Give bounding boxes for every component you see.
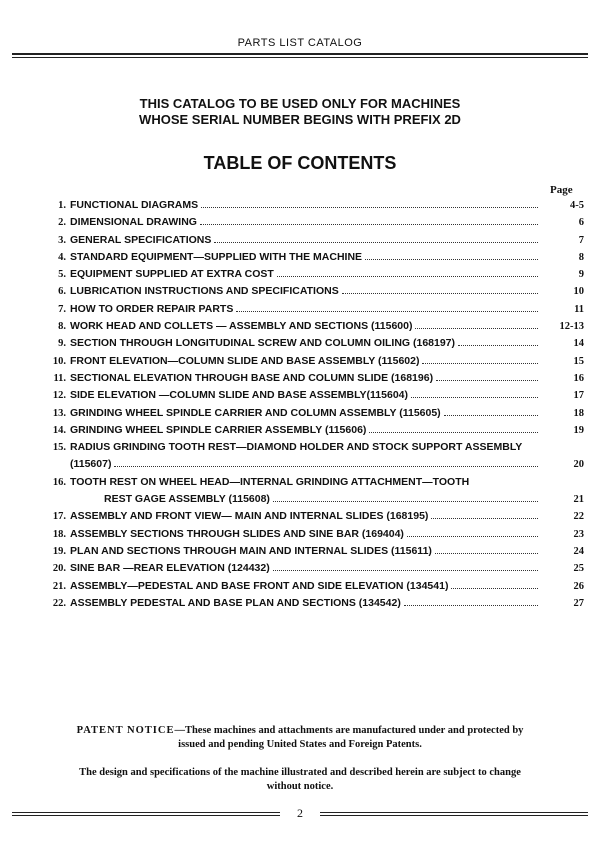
- toc-entry-number: 1.: [58, 200, 66, 211]
- toc-entry-title: SIDE ELEVATION —COLUMN SLIDE AND BASE ASSEMBLY(115604): [70, 389, 409, 402]
- toc-entry: [44, 318, 584, 335]
- toc-entry-title: STANDARD EQUIPMENT—SUPPLIED WITH THE MACHINE: [70, 250, 363, 263]
- patent-notice-line-1: —These machines and attachments are manufactured under and protected by: [174, 725, 524, 736]
- dot-leader: [369, 432, 538, 433]
- toc-entry-page: 25: [573, 563, 584, 575]
- dot-leader: [236, 311, 538, 312]
- toc-entry: [44, 526, 584, 543]
- toc-entry-number: 16.: [52, 476, 66, 488]
- toc-entry-number: 18.: [52, 528, 66, 540]
- dot-leader: [114, 466, 538, 467]
- toc-entry-title: ASSEMBLY AND FRONT VIEW— MAIN AND INTERNAL SLIDES (168195): [70, 510, 429, 523]
- toc-entry: [44, 283, 584, 300]
- toc-entry-page: 17: [573, 390, 584, 402]
- toc-entry-title: LUBRICATION INSTRUCTIONS AND SPECIFICATIONS: [70, 285, 339, 298]
- running-header: PARTS LIST CATALOG: [237, 37, 363, 49]
- toc-entry-number: 14.: [52, 424, 66, 436]
- toc-entry-title: FRONT ELEVATION—COLUMN SLIDE AND BASE ASSEMBLY (115602): [70, 354, 420, 367]
- toc-entry-page: 22: [573, 511, 584, 523]
- dot-leader: [436, 380, 538, 381]
- design-notice-line-2: without notice.: [266, 781, 334, 792]
- toc-entry-page: 21: [573, 494, 584, 506]
- toc-entry: [44, 439, 584, 474]
- toc-entry: [44, 214, 584, 231]
- toc-entry: [44, 301, 584, 318]
- toc-entry-title-continued: REST GAGE ASSEMBLY (115608): [104, 493, 270, 506]
- toc-entry-page: 9: [578, 269, 584, 281]
- patent-notice-line-2: issued and pending United States and Foreign Patents.: [178, 739, 422, 750]
- toc-entry-page: 16: [573, 372, 584, 384]
- toc-entry-page: 6: [578, 217, 584, 229]
- toc-entry-number: 13.: [52, 407, 66, 419]
- toc-entry-page: 27: [573, 597, 584, 609]
- dot-leader: [201, 207, 538, 208]
- serial-notice-line-1: THIS CATALOG TO BE USED ONLY FOR MACHINES: [139, 96, 461, 111]
- toc-entry: [44, 387, 584, 404]
- toc-entry: [44, 232, 584, 249]
- toc-entry-page: 24: [573, 545, 584, 557]
- page-number: 2: [285, 806, 315, 821]
- toc-entry: [44, 197, 584, 214]
- toc-entry-number: 12.: [52, 390, 66, 402]
- toc-entry-number: 19.: [52, 545, 66, 557]
- toc-entry: [44, 508, 584, 525]
- dot-leader: [407, 536, 538, 537]
- patent-notice: [0, 724, 600, 752]
- toc-entry-page: 14: [573, 338, 584, 350]
- toc-entry: [44, 560, 584, 577]
- toc-entry: [44, 422, 584, 439]
- footer-rule-left: [12, 812, 280, 813]
- toc-entry: [44, 249, 584, 266]
- toc-entry: [44, 353, 584, 370]
- serial-notice-heading: [0, 96, 600, 128]
- toc-entry-title: ASSEMBLY SECTIONS THROUGH SLIDES AND SINE BAR (169404): [70, 527, 404, 540]
- toc-list: [44, 197, 584, 612]
- dot-leader: [214, 242, 538, 243]
- toc-entry: [44, 335, 584, 352]
- dot-leader: [273, 501, 538, 502]
- toc-entry-title: ASSEMBLY—PEDESTAL AND BASE FRONT AND SIDE ELEVATION (134541): [70, 579, 449, 592]
- toc-entry-page: 19: [573, 424, 584, 436]
- toc-entry-title: EQUIPMENT SUPPLIED AT EXTRA COST: [70, 268, 274, 281]
- toc-entry-number: 20.: [52, 563, 66, 575]
- toc-entry-number: 6.: [58, 286, 66, 298]
- toc-entry-title: DIMENSIONAL DRAWING: [70, 216, 197, 229]
- design-notice: [0, 766, 600, 794]
- toc-entry: [44, 405, 584, 422]
- toc-entry-page: 7: [578, 234, 584, 246]
- dot-leader: [431, 518, 538, 519]
- toc-entry: [44, 370, 584, 387]
- dot-leader: [422, 363, 538, 364]
- dot-leader: [458, 345, 538, 346]
- dot-leader: [273, 570, 538, 571]
- toc-entry-number: 10.: [52, 355, 66, 367]
- page-column-label: Page: [550, 184, 573, 196]
- toc-entry-number: 9.: [58, 338, 66, 350]
- dot-leader: [365, 259, 538, 260]
- header-rule-top: [12, 53, 588, 55]
- toc-entry-page: 10: [573, 286, 584, 298]
- toc-entry-page: 12-13: [559, 321, 584, 333]
- dot-leader: [415, 328, 538, 329]
- toc-entry-title: GRINDING WHEEL SPINDLE CARRIER AND COLUMN ASSEMBLY (115605): [70, 406, 441, 419]
- toc-entry-page: 15: [573, 355, 584, 367]
- toc-entry-title: GENERAL SPECIFICATIONS: [70, 233, 212, 246]
- dot-leader: [277, 276, 538, 277]
- toc-entry-number: 4.: [58, 251, 66, 263]
- toc-entry-page: 20: [573, 459, 584, 471]
- toc-entry-page: 23: [573, 528, 584, 540]
- toc-entry-page: 26: [573, 580, 584, 592]
- toc-entry: [44, 474, 584, 509]
- dot-leader: [451, 588, 538, 589]
- header-rule-bottom: [12, 57, 588, 58]
- toc-entry: [44, 543, 584, 560]
- dot-leader: [411, 397, 538, 398]
- dot-leader: [200, 224, 538, 225]
- toc-entry: [44, 578, 584, 595]
- toc-entry-page: 11: [574, 303, 584, 315]
- footer-rule-left-2: [12, 815, 280, 816]
- toc-entry-number: 22.: [52, 597, 66, 609]
- toc-entry-number: 15.: [52, 442, 66, 454]
- toc-entry-number: 21.: [52, 580, 66, 592]
- toc-entry-title: SECTIONAL ELEVATION THROUGH BASE AND COLUMN SLIDE (168196): [70, 371, 434, 384]
- dot-leader: [435, 553, 538, 554]
- toc-entry-title: SINE BAR —REAR ELEVATION (124432): [70, 562, 270, 575]
- toc-entry-title: GRINDING WHEEL SPINDLE CARRIER ASSEMBLY (115606): [70, 423, 367, 436]
- toc-entry-page: 4-5: [570, 200, 584, 211]
- design-notice-line-1: The design and specifications of the machine illustrated and described herein are subject to change: [79, 767, 521, 778]
- toc-entry-number: 11.: [53, 372, 66, 384]
- toc-entry-number: 2.: [58, 217, 66, 229]
- toc-entry-title: TOOTH REST ON WHEEL HEAD—INTERNAL GRINDING ATTACHMENT—TOOTH: [70, 475, 470, 488]
- dot-leader: [404, 605, 538, 606]
- patent-notice-lead: PATENT NOTICE: [76, 725, 175, 736]
- toc-entry-number: 5.: [58, 269, 66, 281]
- toc-entry: [44, 266, 584, 283]
- toc-entry-title: HOW TO ORDER REPAIR PARTS: [70, 302, 234, 315]
- footer-rule-right-2: [320, 815, 588, 816]
- serial-notice-line-2: WHOSE SERIAL NUMBER BEGINS WITH PREFIX 2D: [139, 112, 461, 127]
- toc-entry-number: 3.: [58, 234, 66, 246]
- toc-entry-title: RADIUS GRINDING TOOTH REST—DIAMOND HOLDER AND STOCK SUPPORT ASSEMBLY: [70, 441, 523, 454]
- toc-entry-number: 17.: [52, 511, 66, 523]
- toc-entry-page: 18: [573, 407, 584, 419]
- toc-entry-number: 8.: [58, 321, 66, 333]
- toc-entry-number: 7.: [58, 303, 66, 315]
- toc-entry-title: PLAN AND SECTIONS THROUGH MAIN AND INTERNAL SLIDES (115611): [70, 544, 432, 557]
- footer-rule-right: [320, 812, 588, 813]
- dot-leader: [444, 415, 538, 416]
- dot-leader: [342, 293, 538, 294]
- toc-entry-title: WORK HEAD AND COLLETS — ASSEMBLY AND SECTIONS (115600): [70, 320, 413, 333]
- toc-entry-title-continued: (115607): [70, 458, 112, 471]
- toc-title: TABLE OF CONTENTS: [203, 153, 397, 173]
- toc-entry-title: FUNCTIONAL DIAGRAMS: [70, 199, 199, 211]
- toc-entry: [44, 595, 584, 612]
- toc-entry-page: 8: [578, 251, 584, 263]
- toc-entry-title: ASSEMBLY PEDESTAL AND BASE PLAN AND SECTIONS (134542): [70, 596, 401, 609]
- toc-entry-title: SECTION THROUGH LONGITUDINAL SCREW AND COLUMN OILING (168197): [70, 337, 456, 350]
